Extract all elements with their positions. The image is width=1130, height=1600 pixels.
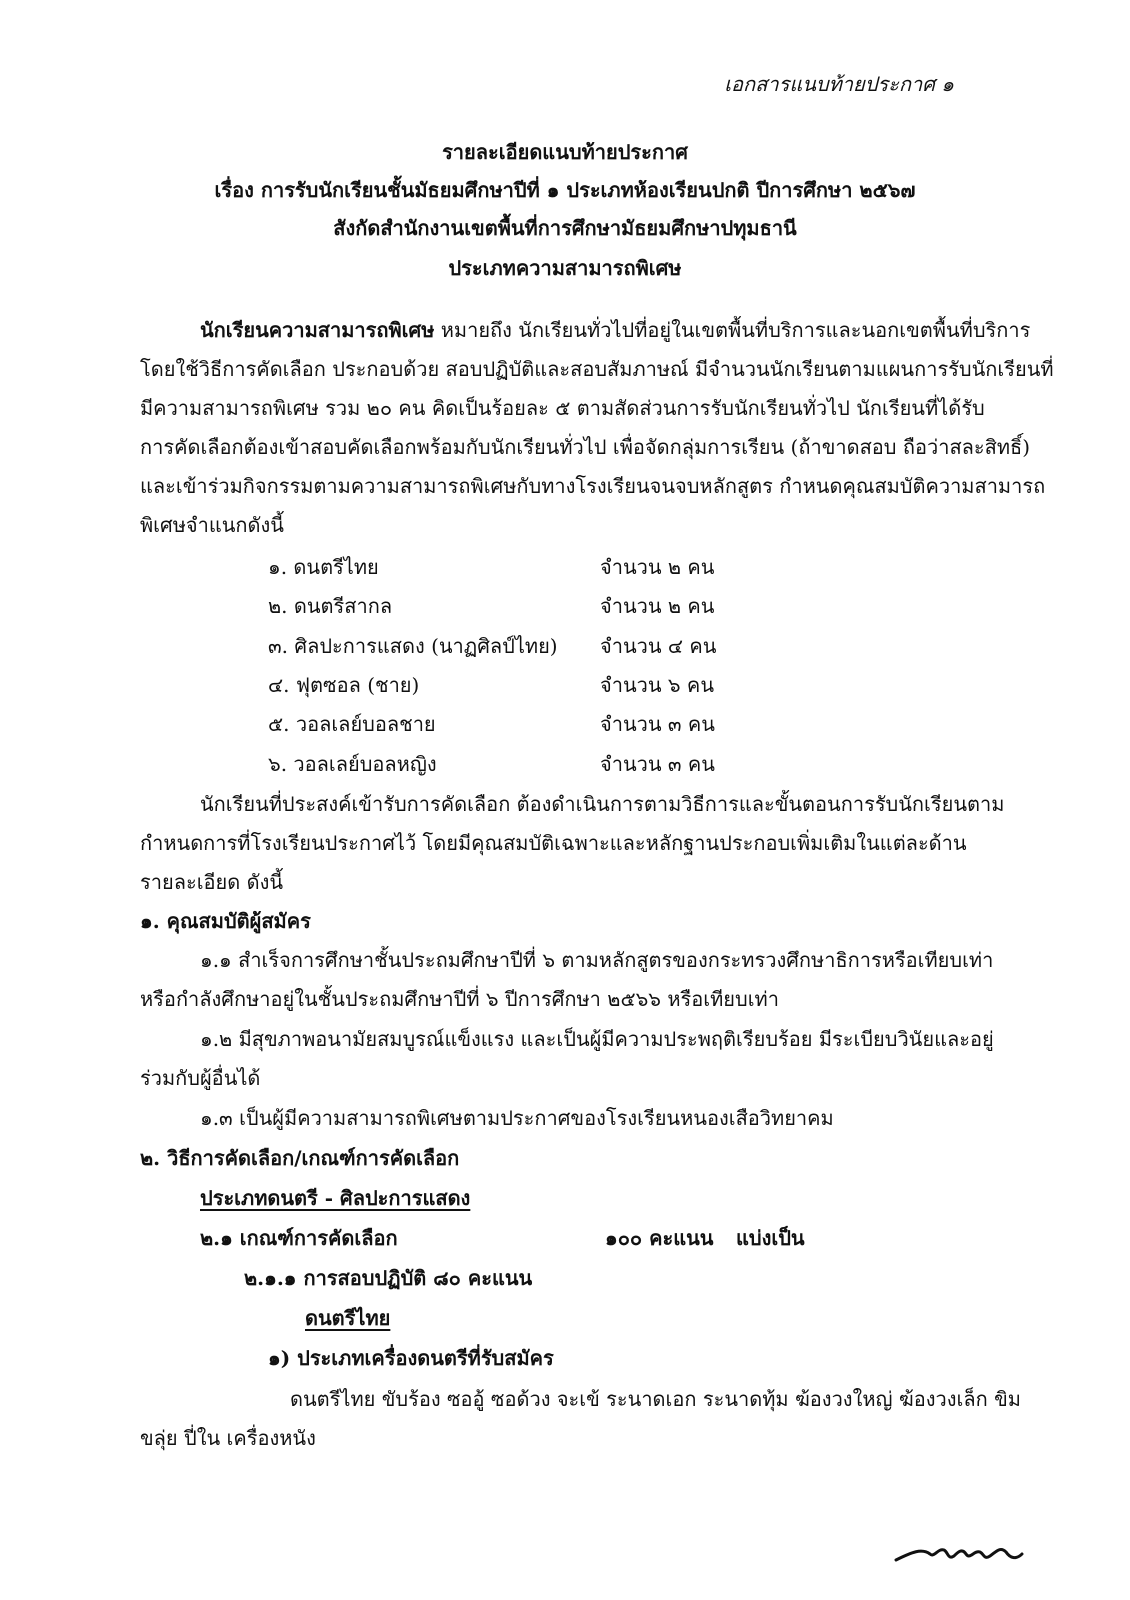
- quota-count-2: จำนวน ๒ คน: [600, 594, 715, 618]
- section1-heading: ๑. คุณสมบัติผู้สมัคร: [140, 909, 311, 933]
- section2-heading: ๒. วิธีการคัดเลือก/เกณฑ์การคัดเลือก: [140, 1146, 460, 1170]
- intro-line-5: และเข้าร่วมกิจกรรมตามความสามารถพิเศษกับทางโรงเรียนจนจบหลักสูตร กำหนดคุณสมบัติความสามารถ: [140, 474, 1046, 498]
- intro-line-2: โดยใช้วิธีการคัดเลือก ประกอบด้วย สอบปฏิบัติและสอบสัมภาษณ์ มีจำนวนนักเรียนตามแผนการรับนักเรียนที่: [140, 357, 1054, 381]
- quota-label-6: ๖. วอลเลย์บอลหญิง: [268, 752, 437, 776]
- title-line-3: สังกัดสำนักงานเขตพื้นที่การศึกษามัธยมศึกษาปทุมธานี: [333, 216, 797, 240]
- criteria-score: ๑๐๐ คะแนน: [605, 1226, 714, 1250]
- quota-count-1: จำนวน ๒ คน: [600, 555, 715, 579]
- instruments-line-1: ดนตรีไทย ขับร้อง ซออู้ ซอด้วง จะเข้ ระนาดเอก ระนาดทุ้ม ฆ้องวงใหญ่ ฆ้องวงเล็ก ขิม: [290, 1387, 1021, 1411]
- intro-lead: นักเรียนความสามารถพิเศษ: [200, 318, 435, 342]
- section1-item1-line1: ๑.๑ สำเร็จการศึกษาชั้นประถมศึกษาปีที่ ๖ ตามหลักสูตรของกระทรวงศึกษาธิการหรือเทียบเท่า: [200, 948, 994, 972]
- section1-item3: ๑.๓ เป็นผู้มีความสามารถพิเศษตามประกาศของโรงเรียนหนองเสือวิทยาคม: [200, 1106, 834, 1130]
- practical-exam: ๒.๑.๑ การสอบปฏิบัติ ๘๐ คะแนน: [244, 1266, 533, 1290]
- quota-count-6: จำนวน ๓ คน: [600, 752, 715, 776]
- attachment-label: เอกสารแนบท้ายประกาศ ๑: [724, 72, 954, 96]
- intro-line-3: มีความสามารถพิเศษ รวม ๒๐ คน คิดเป็นร้อยละ ๕ ตามสัดส่วนการรับนักเรียนทั่วไป นักเรียนที่ได้รับ: [140, 396, 985, 420]
- intro-line-1: [200, 316, 1030, 344]
- title-line-4: ประเภทความสามารถพิเศษ: [448, 256, 682, 280]
- quota-count-4: จำนวน ๖ คน: [600, 673, 714, 697]
- quota-label-2: ๒. ดนตรีสากล: [268, 594, 393, 618]
- instruments-line-2: ขลุ่ย ปี่ใน เครื่องหนัง: [140, 1426, 316, 1450]
- section1-item2-line1: ๑.๒ มีสุขภาพอนามัยสมบูรณ์แข็งแรง และเป็นผู้มีความประพฤติเรียบร้อย มีระเบียบวินัยและอยู่: [200, 1027, 994, 1051]
- instrument-heading: ๑) ประเภทเครื่องดนตรีที่รับสมัคร: [268, 1346, 554, 1370]
- quota-count-3: จำนวน ๔ คน: [600, 634, 717, 658]
- section2-category: ประเภทดนตรี - ศิลปะการแสดง: [200, 1186, 471, 1210]
- quota-label-5: ๕. วอลเลย์บอลชาย: [268, 712, 436, 736]
- section1-item2-line2: ร่วมกับผู้อื่นได้: [140, 1066, 261, 1090]
- section1-item1-line2: หรือกำลังศึกษาอยู่ในชั้นประถมศึกษาปีที่ ๖ ปีการศึกษา ๒๕๖๖ หรือเทียบเท่า: [140, 987, 779, 1011]
- quota-label-4: ๔. ฟุตซอล (ชาย): [268, 673, 420, 697]
- quota-label-1: ๑. ดนตรีไทย: [268, 555, 379, 579]
- intro-line-1-rest: หมายถึง นักเรียนทั่วไปที่อยู่ในเขตพื้นที่บริการและนอกเขตพื้นที่บริการ: [440, 318, 1031, 342]
- procedure-line-3: รายละเอียด ดังนี้: [140, 870, 284, 894]
- criteria-split: แบ่งเป็น: [736, 1226, 805, 1250]
- criteria-label: ๒.๑ เกณฑ์การคัดเลือก: [200, 1226, 398, 1250]
- procedure-line-1: นักเรียนที่ประสงค์เข้ารับการคัดเลือก ต้องดำเนินการตามวิธีการและขั้นตอนการรับนักเรียนตาม: [200, 792, 1005, 816]
- intro-line-6: พิเศษจำแนกดังนี้: [140, 513, 284, 537]
- title-line-2: เรื่อง การรับนักเรียนชั้นมัธยมศึกษาปีที่ ๑ ประเภทห้องเรียนปกติ ปีการศึกษา ๒๕๖๗: [214, 178, 916, 202]
- title-line-1: รายละเอียดแนบท้ายประกาศ: [442, 140, 688, 164]
- quota-label-3: ๓. ศิลปะการแสดง (นาฏศิลป์ไทย): [268, 634, 558, 658]
- thai-music-heading: ดนตรีไทย: [305, 1306, 391, 1330]
- procedure-line-2: กำหนดการที่โรงเรียนประกาศไว้ โดยมีคุณสมบัติเฉพาะและหลักฐานประกอบเพิ่มเติมในแต่ละด้าน: [140, 831, 967, 855]
- signature-icon: [892, 1530, 1032, 1570]
- quota-count-5: จำนวน ๓ คน: [600, 712, 715, 736]
- intro-line-4: การคัดเลือกต้องเข้าสอบคัดเลือกพร้อมกับนักเรียนทั่วไป เพื่อจัดกลุ่มการเรียน (ถ้าขาดสอบ ถือว่าสละสิทธิ์): [140, 435, 1031, 459]
